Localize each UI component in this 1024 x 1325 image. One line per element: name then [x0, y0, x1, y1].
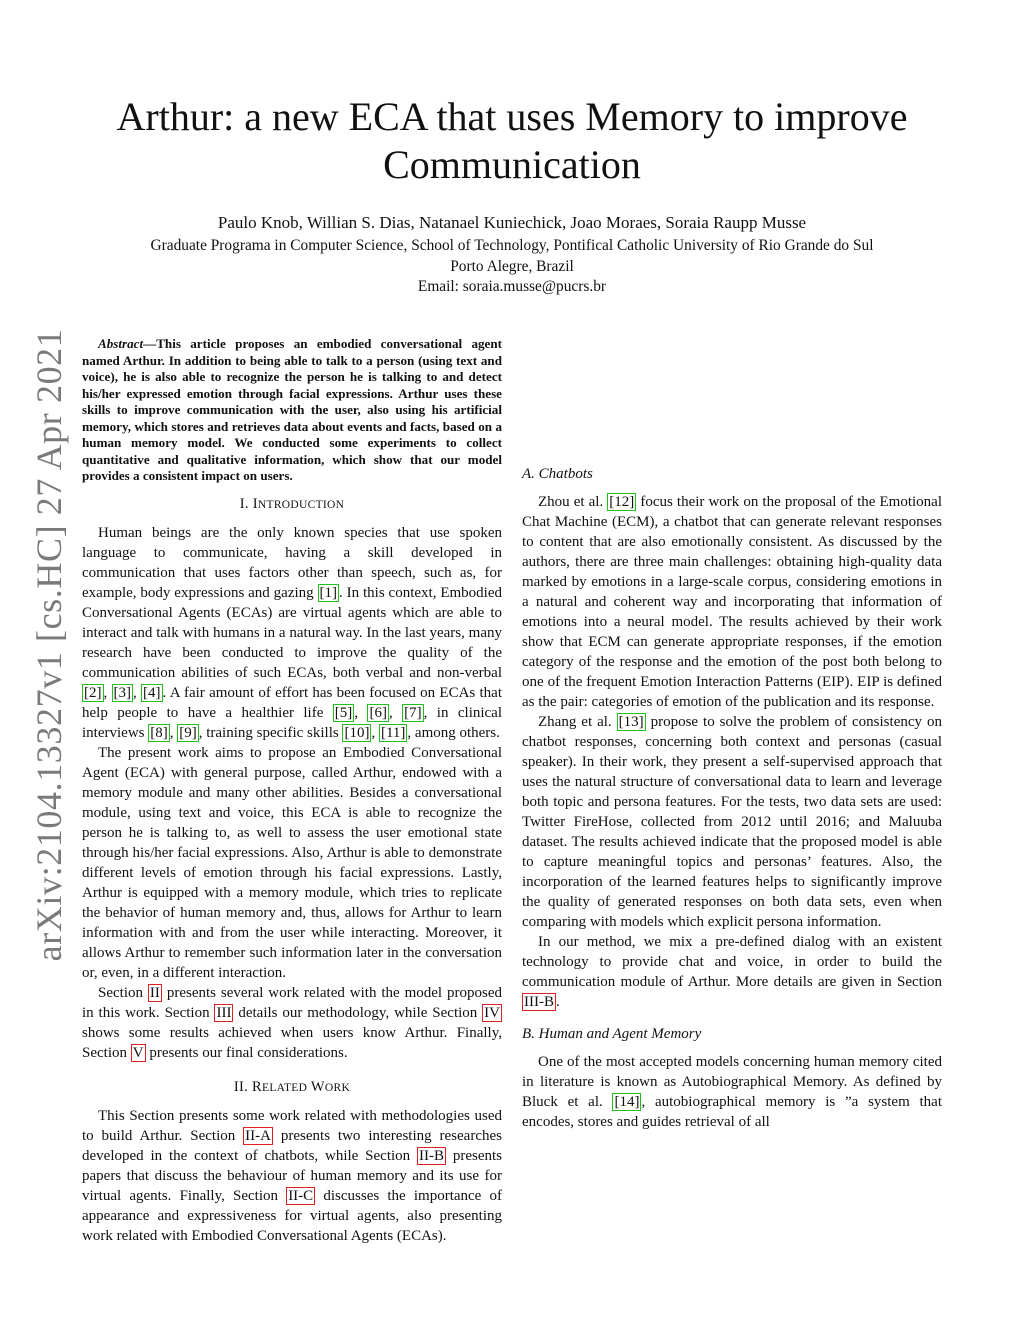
affiliation-block — [0, 236, 1024, 298]
intro-paragraph-2: The present work aims to propose an Embodied Conversational Agent (ECA) with general purpose, called Arthur, endowed with a memory module and many other abilities. Besides a conversational module, using text and voice, this ECA is able to recognize the person he is talking to, as well to assess the user emotional state through his/her facial expressions. Also, Arthur is able to demonstrate different levels of emotion through his facial expressions. Lastly, Arthur is equipped with a memory module, which tries to replicate the behavior of human memory and, thus, allows for Arthur to learn information with and from the user while interacting. Moreover, it allows Arthur to remember such information later in the conversation or, even, in a different interaction. — [82, 744, 502, 981]
intro-paragraph-1: Human beings are the only known species that use spoken language to communicate, having a skill developed in communication that uses factors other than speech, such as, for example, body expressions and gazing [1] . In this context, Embodied Conversational Agents (ECAs) are virtual agents which are able to interact and talk with humans in a natural way. In the last years, many research have been conducted to improve the quality of the communication abilities of such ECAs, both verbal and non-verbal [2] , [3] , [4] . A fair amount of effort has been focused on ECAs that help people to have a healthier life [5] , [6] , [7] , in clinical interviews [8] , [9] , training specific skills [10] , [11] , among others. — [82, 524, 503, 741]
citation-link[interactable]: [4] — [143, 684, 161, 701]
subsection-heading-chatbots: A. Chatbots — [522, 466, 593, 482]
section-link[interactable]: II-A — [245, 1127, 271, 1144]
related-paragraph-1: This Section presents some work related with methodologies used to build Arthur. Section II-A presents two interesting researches developed in the context of chatbots, while Section II-B presents papers that discuss the behaviour of human memory and its use for virtual agents. Finally, Section II-C discusses the importance of appearance and expressiveness for virtual agents, also presenting work related with Embodied Conversational Agents (ECAs). — [82, 1107, 503, 1244]
contact-email: Email: soraia.musse@pucrs.br — [417, 278, 607, 295]
citation-link[interactable]: [14] — [614, 1094, 640, 1110]
citation-link[interactable]: [10] — [344, 724, 370, 741]
title-line-2: Communication — [383, 142, 641, 187]
section-link[interactable]: III — [216, 1004, 232, 1021]
intro-paragraph-3: Section II presents several work related with the model proposed in this work. Section III details our methodology, while Section IV shows some results achieved when users know Arthur. Finally, Section V presents our final considerations. — [82, 984, 503, 1061]
right-column-body — [522, 336, 942, 1132]
citation-link[interactable]: [3] — [113, 684, 132, 701]
left-column — [82, 336, 502, 1246]
citation-link[interactable]: [13] — [618, 714, 644, 730]
citation-link[interactable]: [9] — [179, 724, 197, 741]
location: Porto Alegre, Brazil — [450, 257, 574, 275]
citation-link[interactable]: [7] — [404, 704, 422, 721]
abstract-text: —This article proposes an embodied conversational agent named Arthur. In addition to being able to talk to a person (using text and voice), he is also able to recognize the person he is talking to and detect his/her expressed emotion through facial expressions. Arthur uses these skills to improve communication with the user, also using his artificial memory, which stores and retrieves data about events and facts, based on a human memory model. We conducted some experiments to collect quantitative and qualitative information, which show that our model provides a consistent impact on users. — [82, 336, 502, 483]
arxiv-sidebar — [24, 328, 74, 962]
section-link[interactable]: II — [149, 984, 160, 1001]
section-heading-related-work: II. RELATED WORK — [233, 1078, 351, 1095]
arxiv-stamp: arXiv:2104.13327v1 [cs.HC] 27 Apr 2021 — [29, 328, 69, 962]
citation-link[interactable]: [2] — [84, 684, 102, 701]
abstract — [82, 336, 502, 485]
citation-link[interactable]: [11] — [380, 724, 406, 741]
section-heading-introduction: I. INTRODUCTION — [239, 495, 345, 512]
citation-link[interactable]: [1] — [319, 584, 338, 601]
citation-link[interactable]: [8] — [150, 724, 168, 741]
section-link[interactable]: V — [132, 1044, 144, 1061]
citation-link[interactable]: [12] — [609, 494, 635, 510]
abstract-label: Abstract — [98, 336, 144, 351]
section-link[interactable]: III-B — [524, 994, 554, 1010]
affiliation: Graduate Programa in Computer Science, School of Technology, Pontifical Catholic University of Rio Grande do Sul — [150, 237, 874, 254]
author-list: Paulo Knob, Willian S. Dias, Natanael Kuniechick, Joao Moraes, Soraia Raupp Musse — [217, 213, 807, 232]
chatbots-paragraph-2: Zhang et al. [13] propose to solve the problem of consistency on chatbot responses, concerning both context and personas (casual speaker). In their work, they present a self-supervised approach that uses the natural structure of conversational data to learn and leverage both topic and persona features. For the tests, two data sets are used: Twitter FireHose, collected from 2012 until 2016; and Maluuba dataset. The results achieved indicate that the proposed model is able to capture meaningful topics and personas’ features. Also, the incorporation of the learned features helps to significantly improve the quality of generated responses on both data sets, even when comparing with models which explicit persona information. — [522, 714, 942, 930]
section-link[interactable]: II-B — [419, 1147, 445, 1164]
chatbots-paragraph-3: In our method, we mix a pre-defined dialog with an existent technology to provide chat and voice, in order to build the communication module of Arthur. More details are given in Section III-B . — [522, 934, 942, 1010]
section-link[interactable]: II-C — [288, 1187, 314, 1204]
section-link[interactable]: IV — [484, 1004, 500, 1021]
citation-link[interactable]: [5] — [334, 704, 353, 721]
chatbots-paragraph-1: Zhou et al. [12] focus their work on the proposal of the Emotional Chat Machine (ECM), a chatbot that can generate relevant responses to content that are also emotionally consistent. As discussed by the authors, there are three main challenges: obtaining high-quality data marked by emotions in a large-scale corpus, considering emotions in a natural and coherent way and incorporating that information of emotions into a neural model. The results achieved by their work show that ECM can generate appropriate responses, if the emotion category of the response and the emotion of the post both belong to one of the frequent Emotion Interaction Patterns (EIP). EIP is defined as the pair: categories of emotion of the publication and its response. — [522, 494, 942, 710]
title-line-1: Arthur: a new ECA that uses Memory to improve — [116, 94, 908, 139]
memory-paragraph-1: One of the most accepted models concerning human memory cited in literature is known as Autobiographical Memory. As defined by Bluck et al. [14] , autobiographical memory is ”a system that encodes, stores and guides retrieval of all — [522, 1054, 942, 1130]
paper-title — [0, 93, 1024, 189]
citation-link[interactable]: [6] — [369, 704, 387, 721]
subsection-heading-memory: B. Human and Agent Memory — [522, 1026, 702, 1042]
